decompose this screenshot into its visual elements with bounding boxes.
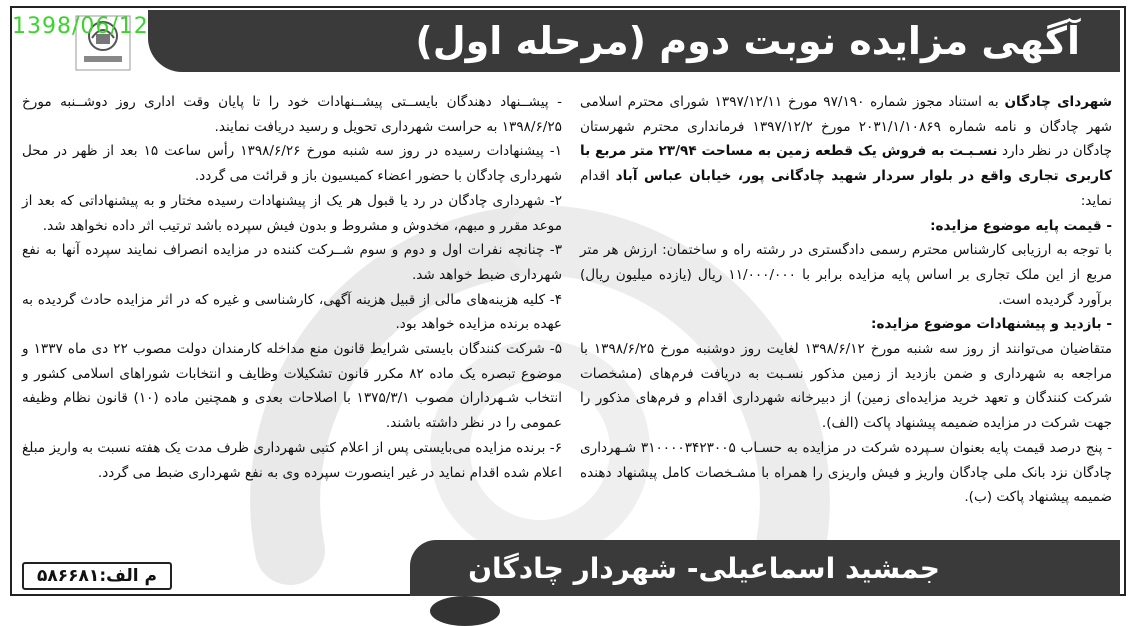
right-column — [580, 90, 1112, 510]
intro-text-1: به استناد مجوز شماره ۹۷/۱۹۰ مورخ ۱۳۹۷/۱۲/۱۱ شورای محترم اسلامی شهر چادگان و نامه شماره ۲۰۳۱/۱/۱۰۸۶۹ مورخ ۱۳۹۷/۱۲/۲ فرمانداری محترم شهرستان چادگان در نظر دارد — [580, 94, 1112, 160]
title-banner — [148, 10, 1120, 72]
left-column — [22, 90, 562, 485]
page-title: آگهی مزایده نوبت دوم (مرحله اول) — [415, 19, 1080, 63]
deposit-paragraph: - پنج درصد قیمت پایه بعنوان سـپرده شرکت در مزایده به حسـاب ۳۱۰۰۰۰۳۴۲۳۰۰۵ شـهرداری چادگان نزد بانک ملی چادگان واریز و فیش واریزی را همراه با مشـخصات کامل پیشنهاد دهنده ضمیمه پیشنهاد پاکت (ب). — [580, 439, 1112, 506]
list-item: ۲- شهرداری چادگان در رد یا قبول هر یک از پیشنهادات رسیده مختار و به پیشنهاداتی که بعد از موعد مقرر و مبهم، مخدوش و مشروط و بدون فیش سپرده باشد ترتیب اثر داده نخواهد شد. — [22, 192, 562, 234]
intro-paragraph — [580, 90, 1112, 214]
intro-bold: شهردای چادگان — [1004, 94, 1112, 110]
signature-banner — [410, 540, 1120, 596]
visit-paragraph: متقاضیان می‌توانند از روز سه شنبه مورخ ۱۳۹۸/۶/۱۲ لغایت روز دوشنبه مورخ ۱۳۹۸/۶/۲۵ با مراجعه به شهرداری و ضمن بازدید از زمین مذکور نسـبت به دریافت فرم‌های (مشخصات شرکت کنندگان و تعهد خرید مزایده‌ای زمین) از دبیرخانه شهرداری اقدام و فرم‌های مذکور را جهت شرکت در مزایده ضمیمه پیشنهاد پاکت (الف). — [580, 341, 1112, 432]
list-item: ۶- برنده مزایده می‌بایستی پس از اعلام کتبی شهرداری ظرف مدت یک هفته نسبت به واریز مبلغ اعلام شده اقدام نماید در غیر اینصورت سپرده وی به نفع شهرداری ضبط می گردد. — [22, 439, 562, 481]
intro-text-2: اقدام نماید: — [580, 168, 1112, 209]
date-stamp: 1398/06/12 — [12, 14, 149, 39]
price-paragraph: با توجه به ارزیابی کارشناس محترم رسمی دادگستری در رشته راه و ساختمان: ارزش هر متر مربع از این ملک تجاری بر اساس پایه مزایده برابر با ۱۱/۰۰۰/۰۰۰ ریال (یازده میلیون ریال) برآورد گردیده است. — [580, 242, 1112, 308]
list-item: ۵- شرکت کنندگان بایستی شرایط قانون منع مداخله کارمندان دولت مصوب ۲۲ دی ماه ۱۳۳۷ و موضوع تبصره یک ماده ۸۲ مکرر قانون تشکیلات وظایف و انتخابات شوراهای اسلامی کشور و انتخاب شـهرداران مصوب ۱۳۷۵/۳/۱ با اصلاحات بعدی و همچنین ماده (۱۰) قانون نظام وظیفه عمومی را در نظر داشته باشند. — [22, 341, 562, 432]
intro-bold-2: نسـبـت به فروش یک قطعه زمین به مساحت ۲۳/۹۴ متر مربع با کاربری تجاری واقع در بلوار سردار شهید چادگانی پور، خیابان عباس آباد — [580, 143, 1112, 185]
list-item: - پیشــنهاد دهندگان بایســتی پیشــنهادات خود را تا پایان وقت اداری روز دوشــنبه مورخ ۱۳۹۸/۶/۲۵ به حراست شهرداری تحویل و رسید دریافت نمایند. — [22, 94, 562, 135]
list-item: ۳- چنانچه نفرات اول و دوم و سوم شــرکت کننده در مزایده انصراف نمایند سپرده آنها به نفع شهرداری ضبط خواهد شد. — [22, 242, 562, 283]
list-item: ۱- پیشنهادات رسیده در روز سه شنبه مورخ ۱۳۹۸/۶/۲۶ رأس ساعت ۱۵ بعد از ظهر در محل شهرداری چادگان با حضور اعضاء کمیسیون باز و قرائت می گردد. — [22, 143, 562, 185]
heading-price: - قیمت پایه موضوع مزایده: — [930, 217, 1112, 234]
reference-code-box — [22, 562, 172, 590]
signature-text: جمشید اسماعیلی- شهردار چادگان — [468, 551, 940, 585]
bottom-ornament — [430, 596, 500, 626]
heading-visit: - بازدید و پیشنهادات موضوع مزایده: — [871, 316, 1112, 333]
list-item: ۴- کلیه هزینه‌های مالی از قبیل هزینه آگهی، کارشناسی و غیره که در اثر مزایده حادث گردیده به عهده برنده مزایده خواهد بود. — [22, 291, 562, 333]
reference-code: م الف:۵۸۶۶۸۱ — [37, 566, 157, 586]
